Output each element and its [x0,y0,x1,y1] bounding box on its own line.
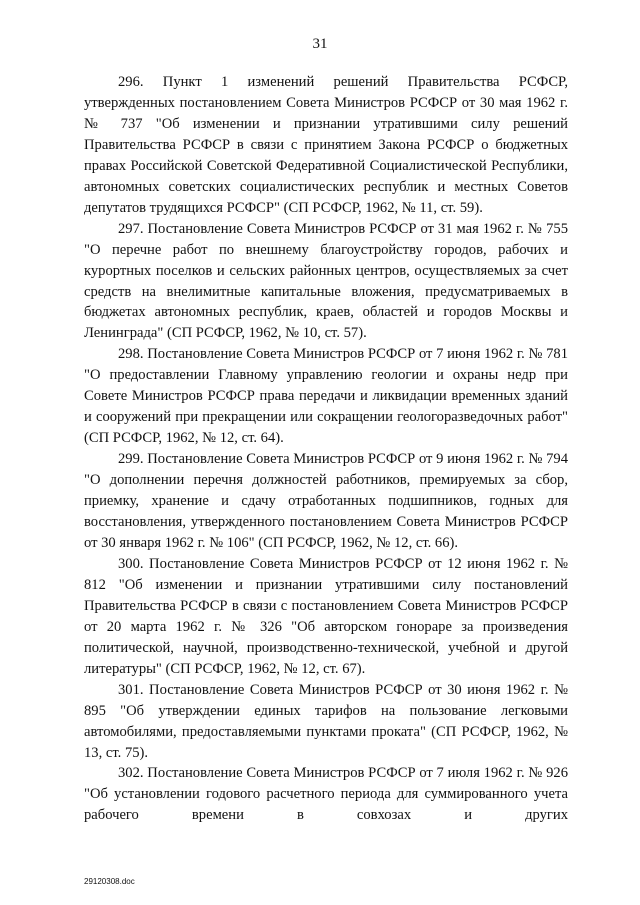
paragraph-302: 302. Постановление Совета Министров РСФСР от 7 июля 1962 г. № 926 "Об установлении годового расчетного периода для суммированного учета рабочего времени в совхозах и других [84,765,568,824]
paragraph-298: 298. Постановление Совета Министров РСФСР от 7 июня 1962 г. № 781 "О предоставлении Главному управлению геологии и охраны недр при Совете Министров РСФСР права передачи и ликвидации временных зданий и сооружений при прекращении или сокращении геологоразведочных работ" (СП РСФСР, 1962, № 12, ст. 64). [84,346,568,447]
paragraph-300: 300. Постановление Совета Министров РСФСР от 12 июня 1962 г. № 812 "Об изменении и признании утратившими силу постановлений Правительства РСФСР в связи с постановлением Совета Министров РСФСР от 20 марта 1962 г. № 326 "Об авторском гонораре за произведения политической, научной, производственно-технической, учебной и другой литературы" (СП РСФСР, 1962, № 12, ст. 67). [84,555,568,677]
paragraph-301: 301. Постановление Совета Министров РСФСР от 30 июня 1962 г. № 895 "Об утверждении единых тарифов на пользование легковыми автомобилями, предоставляемыми пунктами проката" (СП РСФСР, 1962, № 13, ст. 75). [84,681,568,761]
paragraph-296: 296. Пункт 1 изменений решений Правительства РСФСР, утвержденных постановлением Совета Министров РСФСР от 30 мая 1962 г. № 737 "Об изменении и признании утратившими силу решений Правительства РСФСР в связи с принятием Закона РСФСР о бюджетных правах Российской Советской Федеративной Социалистической Республики, автономных советских социалистических республик и местных Советов депутатов трудящихся РСФСР" (СП РСФСР, 1962, № 11, ст. 59). [84,74,568,216]
document-body [84,72,568,826]
paragraph-297: 297. Постановление Совета Министров РСФСР от 31 мая 1962 г. № 755 "О перечне работ по внешнему благоустройству городов, рабочих и курортных поселков и сельских районных центров, осуществляемых за счет средств на внелимитные капитальные вложения, предусматриваемых в бюджетах автономных республик, краев, областей и городов Москвы и Ленинграда" (СП РСФСР, 1962, № 10, ст. 57). [84,220,568,342]
paragraph-299: 299. Постановление Совета Министров РСФСР от 9 июня 1962 г. № 794 "О дополнении перечня должностей работников, премируемых за сбор, приемку, хранение и сдачу отработанных подшипников, годных для восстановления, утвержденного постановлением Совета Министров РСФСР от 30 января 1962 г. № 106" (СП РСФСР, 1962, № 12, ст. 66). [84,451,568,551]
page-number: 31 [312,36,328,52]
footer-file-name: 29120308.doc [84,877,135,886]
